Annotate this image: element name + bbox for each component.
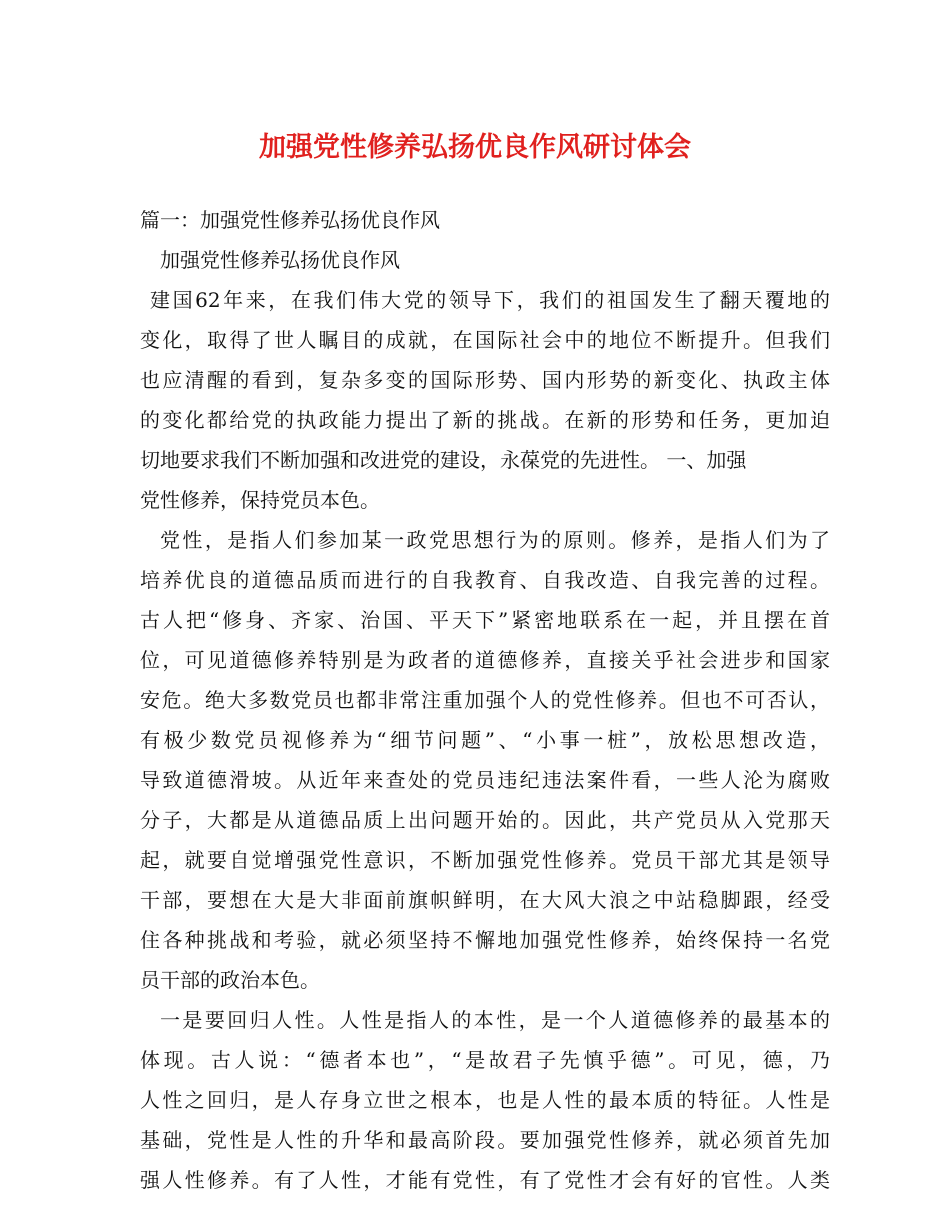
text-line: 建国62年来，在我们伟大党的领导下，我们的祖国发生了翻天覆地的	[150, 288, 830, 312]
text-line: 起，就要自觉增强党性意识，不断加强党性修养。党员干部尤其是领导	[140, 848, 830, 872]
text-line: 党性，是指人们参加某一政党思想行为的原则。修养，是指人们为了	[160, 528, 830, 552]
text-line: 的变化都给党的执政能力提出了新的挑战。在新的形势和任务，更加迫	[140, 408, 830, 432]
text-line: 培养优良的道德品质而进行的自我教育、自我改造、自我完善的过程。	[140, 568, 830, 592]
text-line: 也应清醒的看到，复杂多变的国际形势、国内形势的新变化、执政主体	[140, 368, 830, 392]
text-line: 党性修养，保持党员本色。	[140, 488, 380, 512]
section-heading: 篇一：加强党性修养弘扬优良作风	[140, 208, 440, 232]
text-line: 强人性修养。有了人性，才能有党性，有了党性才会有好的官性。人类	[140, 1168, 830, 1192]
text-line: 人性之回归，是人存身立世之根本，也是人性的最本质的特征。人性是	[140, 1088, 830, 1112]
text-line: 有极少数党员视修养为“细节问题”、“小事一桩”，放松思想改造，	[140, 728, 830, 752]
article-heading: 加强党性修养弘扬优良作风	[160, 248, 400, 272]
document-body	[140, 200, 830, 1200]
document-title: 加强党性修养弘扬优良作风研讨体会	[259, 132, 691, 163]
text-line: 分子，大都是从道德品质上出问题开始的。因此，共产党员从入党那天	[140, 808, 830, 832]
text-line: 干部，要想在大是大非面前旗帜鲜明，在大风大浪之中站稳脚跟，经受	[140, 888, 830, 912]
text-line: 住各种挑战和考验，就必须坚持不懈地加强党性修养，始终保持一名党	[140, 928, 830, 952]
text-line: 变化，取得了世人瞩目的成就，在国际社会中的地位不断提升。但我们	[140, 328, 830, 352]
text-line: 导致道德滑坡。从近年来查处的党员违纪违法案件看，一些人沦为腐败	[140, 768, 830, 792]
text-line: 安危。绝大多数党员也都非常注重加强个人的党性修养。但也不可否认，	[140, 688, 830, 712]
text-line: 体现。古人说：“德者本也”，“是故君子先慎乎德”。可见，德，乃	[140, 1048, 830, 1072]
text-line: 基础，党性是人性的升华和最高阶段。要加强党性修养，就必须首先加	[140, 1128, 830, 1152]
text-line: 一是要回归人性。人性是指人的本性，是一个人道德修养的最基本的	[160, 1008, 830, 1032]
text-line: 位，可见道德修养特别是为政者的道德修养，直接关乎社会进步和国家	[140, 648, 830, 672]
text-line: 员干部的政治本色。	[140, 968, 320, 992]
text-line: 古人把“修身、齐家、治国、平天下”紧密地联系在一起，并且摆在首	[140, 608, 830, 632]
text-line: 切地要求我们不断加强和改进党的建设，永葆党的先进性。 一、加强	[140, 448, 747, 472]
